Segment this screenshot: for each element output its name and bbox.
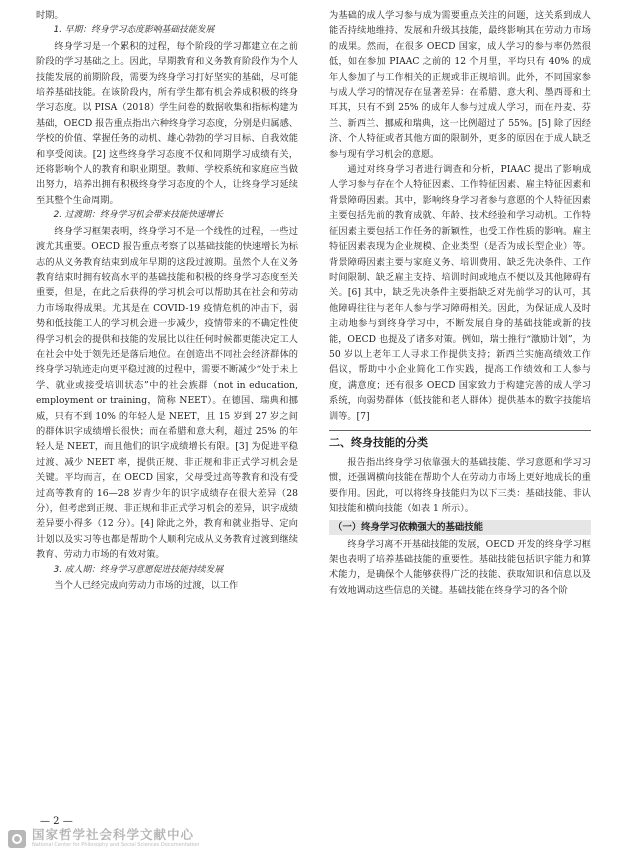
ncpssd-logo-icon xyxy=(8,830,26,848)
page-number: — 2 — xyxy=(40,816,73,827)
left-text-column xyxy=(36,8,298,593)
footer-text xyxy=(32,826,200,849)
paragraph: 为基础的成人学习参与成为需要重点关注的问题，这关系到成人能否持续地维持、发展和升级其技能，最终影响其在劳动力市场的成果。然而，在很多 OECD 国家，成人学习的参与率仍然很低，如在参加 PIAAC 之前的 12 个月里，平均只有 40% 的成年人参加了与工作相关的正规或非正规培训。此外，不同国家参与成人学习的情况存在显著差异：在希腊、意大利、墨西哥和土耳其，只有不到 25% 的成年人参与过成人学习，而在丹麦、芬兰、新西兰、挪威和瑞典，这一比例超过了 55%。[5] 除了因经济、个人特征或者其他方面的限制外，更多的原因在于成人缺乏参与现有学习机会的意愿。 xyxy=(329,10,591,160)
paragraph: 终身学习离不开基础技能的发展，OECD 开发的终身学习框架也表明了培养基础技能的重要性。基础技能包括识字能力和算术能力，是确保个人能够获得广泛的技能、获取知识和信息以及有效地调动这些信息的关键。基础技能在终身学习的各个阶 xyxy=(329,538,591,596)
section-title: 二、终身技能的分类 xyxy=(329,430,591,451)
paragraph: 时期。 xyxy=(36,10,64,21)
subsection-heading-transition-stage: 2. 过渡期：终身学习机会带来技能快速增长 xyxy=(53,210,224,221)
paragraph: 当个人已经完成向劳动力市场的过渡，以工作 xyxy=(54,580,239,592)
subsection-heading-adult-stage: 3. 成人期：终身学习意愿促进技能持续发展 xyxy=(53,564,224,575)
footer-name-cn: 国家哲学社会科学文献中心 xyxy=(32,826,195,842)
paragraph: 通过对终身学习者进行调查和分析，PIAAC 提出了影响成人学习参与存在个人特征因素、工作特征因素、雇主特征因素和背景障碍因素。其中，影响终身学习者参与意愿的个人特征因素主要包括先前的教育成就、年龄、技术经验和学习动机。工作特征因素主要包括工作任务的新颖性，也受工作性质的影响。雇主特征因素表现为企业规模、企业类型（是否为成长型企业）等。背景障碍因素主要与家庭义务、培训费用、缺乏先决条件、工作时间限制、缺乏雇主支持、培训时间或地点不便以及其他障碍有关。[6] 其中，缺乏先决条件主要指缺乏对先前学习的认可，其他障碍往往与老年人参与学习障碍相关。因此，为保证成人及时主动地参与到终身学习中，不断发展自身的基础技能或新的技能，OECD 也提及了诸多对策。例如，瑞士推行“激励计划”，为 50 岁以上老年工人寻求工作提供支持；新西兰实施高绩效工作倡议，帮助中小企业简化工作实践，提高工作绩效和工人参与度，满意度；还有很多 OECD 国家致力于构建完善的成人学习系统，向弱势群体（低技能和老人群体）提供基本的数字技能培训等。[7] xyxy=(329,164,591,422)
paragraph: 报告指出终身学习依靠强大的基础技能、学习意愿和学习习惯，还强调横向技能在帮助个人在劳动力市场上更好地成长的重要作用。因此，可以将终身技能归为以下三类：基础技能、非认知技能和横向技能（如表 1 所示）。 xyxy=(329,456,591,515)
subsection-heading-early-stage: 1. 早期：终身学习态度影响基础技能发展 xyxy=(53,25,215,36)
paragraph: 终身学习是一个累积的过程，每个阶段的学习都建立在之前阶段的学习基础之上。因此，早期教育和义务教育阶段作为个人技能发展的前期阶段，需要为终身学习打好坚实的基础，尽可能培养基础技能。在该阶段内，所有学生都有机会养成积极的终身学习态度。以 PISA（2018）学生问卷的数据收集和指标构建为基础，OECD 报告重点指出六种终身学习态度，分别是归属感、学校的价值、掌握任务的动机、雄心勃勃的学习目标、自我效能和享受阅读。[2] 这些终身学习态度不仅和同期学习成绩有关，还将影响个人的教育和职业期望。教师、学校系统和家庭应当做出努力，培养出拥有积极终身学习态度的个人，让终身学习延续至其整个生命周期。 xyxy=(36,40,298,206)
subsection-title: （一）终身学习依赖强大的基础技能 xyxy=(329,520,591,535)
paragraph: 终身学习框架表明，终身学习不是一个线性的过程，一些过渡尤其重要。OECD 报告重点考察了以基础技能的快速增长为标志的从义务教育结束到成年早期的这段过渡期。虽然个人在义务教育结束时拥有较高水平的基础技能和积极的终身学习态度至关重要，但是，在此之后获得的学习机会可以帮助其在社会和劳动力市场取得成果。尤其是在 COVID-19 疫情危机的冲击下，弱势和低技能工人的学习机会进一步减少，疫情带来的不确定性使得学习机会的提供和技能的发展比以往任何时候都更能决定工人在社会中处于领先还是落后地位。在创造出不同社会经济群体的终身学习轨迹走向更平稳过渡的过程中，需要不断减少“处于未上学、就业或接受培训状态”中的社会族群（not in education, employment or training，简称 NEET）。在德国、瑞典和挪威，只有不到 10% 的年轻人是 NEET，且 15 岁到 27 岁之间的群体识字成绩增长很快；而在希腊和意大利，超过 25% 的年轻人是 NEET，而且他们的识字成绩增长有限。[3] 为促进平稳过渡、减少 NEET 率，提供正规、非正规和非正式学习机会是关键。平均而言，在 OECD 国家，父母受过高等教育和没有受过高等教育的 16—28 岁青少年的识字成绩存在很大差异（28 分），但考虑到正规、非正规和非正式学习机会的差异，识字成绩差异要小得多（12 分）。[4] 除此之外，教育和就业指导、定向计划以及实习等也都是帮助个人顺利完成从义务教育过渡到继续教育、劳动力市场的有效对策。 xyxy=(36,225,298,561)
footer-name-en: National Center for Philosophy and Social Sciences Documentation xyxy=(32,842,200,849)
right-text-column xyxy=(329,8,591,598)
footer-watermark xyxy=(0,826,630,851)
